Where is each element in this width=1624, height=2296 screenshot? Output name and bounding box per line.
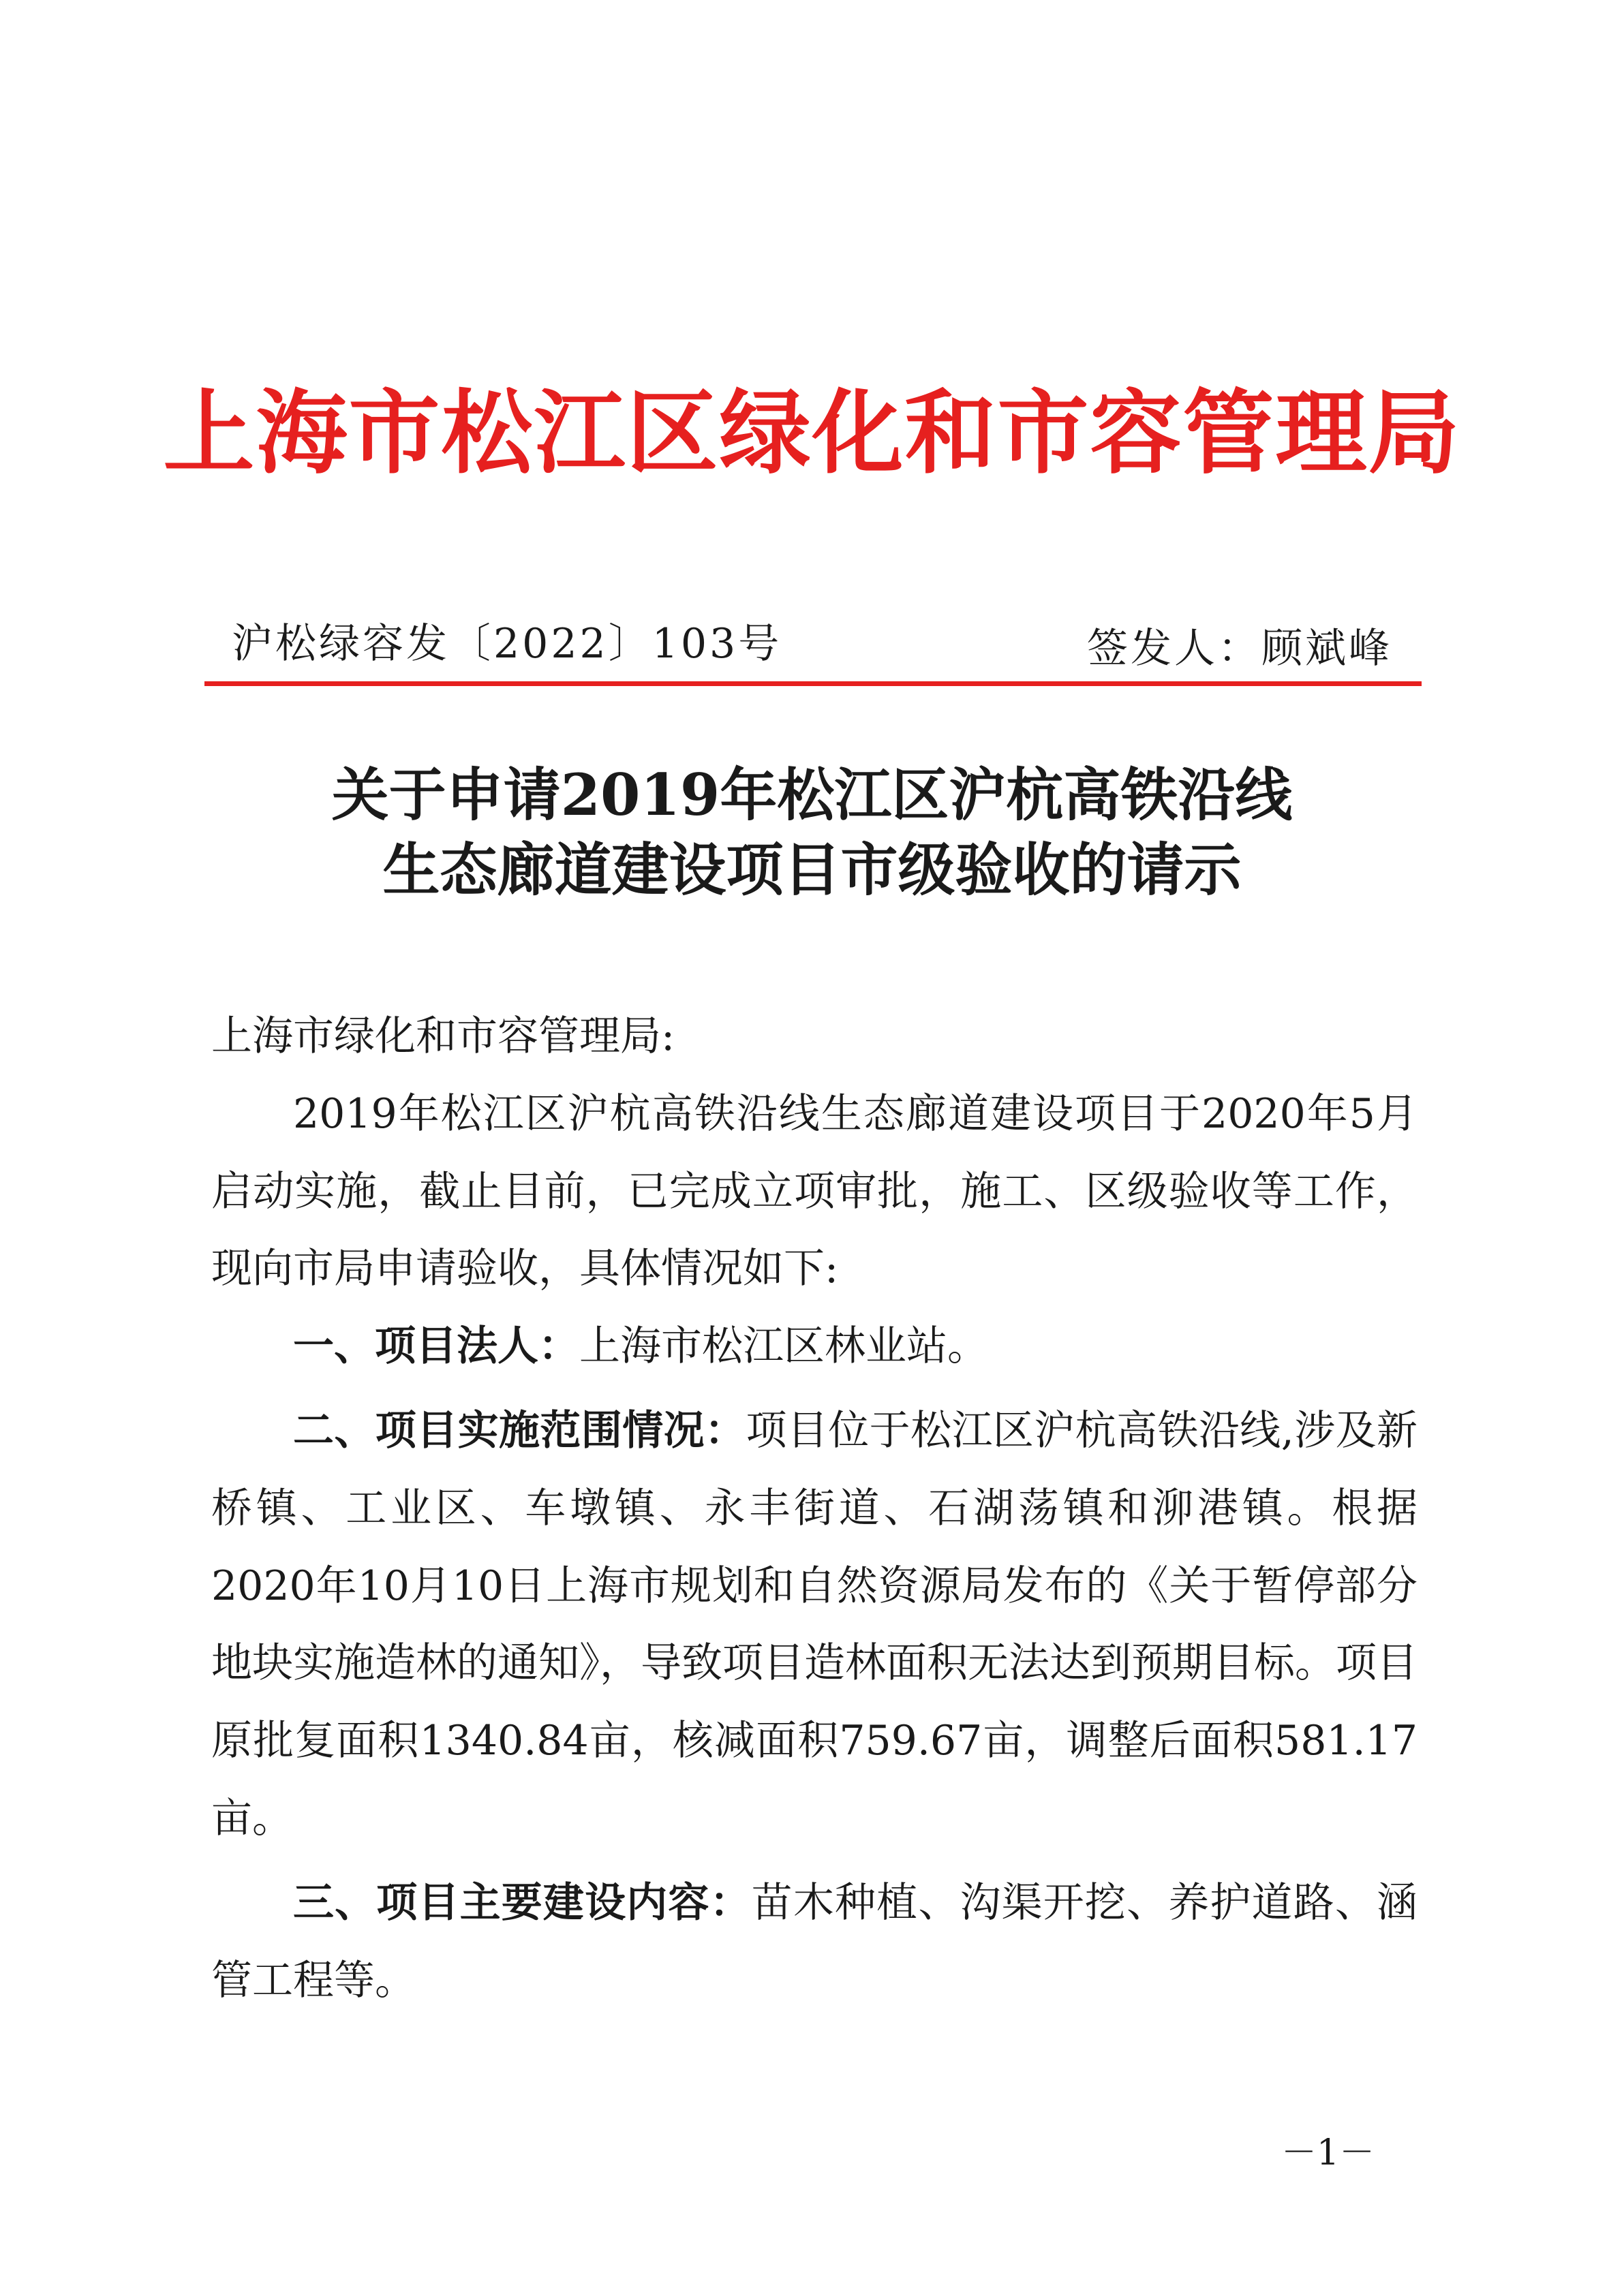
section-paragraph-2 [211, 1393, 1418, 1858]
salutation: 上海市绿化和市容管理局: [211, 1012, 675, 1060]
section-text-1: 上海市松江区林业站。 [579, 1322, 988, 1371]
section-heading-2: 二、项目实施范围情况： [293, 1406, 746, 1455]
signer: 签发人：顾斌峰 [1087, 625, 1392, 672]
document-number: 沪松绿容发〔2022〕103号 [232, 620, 782, 668]
intro-paragraph: 2019年松江区沪杭高铁沿线生态廊道建设项目于2020年5月启动实施，截止目前，已完成立项审批，施工、区级验收等工作，现向市局申请验收，具体情况如下: [211, 1089, 1418, 1293]
document-title-line-1: 关于申请2019年松江区沪杭高铁沿线 [331, 761, 1293, 828]
section-text-3: 苗木种植、沟渠开挖、养护道路、涵管工程等。 [211, 1878, 1418, 2004]
agency-header: 上海市松江区绿化和市容管理局 [163, 379, 1461, 486]
section-paragraph-1 [211, 1308, 1418, 1386]
section-heading-1: 一、项目法人： [293, 1322, 579, 1371]
page-number: －1－ [1281, 2132, 1375, 2173]
document-title [0, 758, 1624, 907]
red-divider-rule [204, 681, 1422, 686]
document-body [211, 998, 1418, 2019]
section-heading-3: 三、项目主要建设内容： [293, 1878, 752, 1927]
document-title-line-2: 生态廊道建设项目市级验收的请示 [382, 836, 1242, 903]
section-paragraph-3 [211, 1865, 1418, 2020]
section-text-2: 项目位于松江区沪杭高铁沿线,涉及新桥镇、工业区、车墩镇、永丰街道、石湖荡镇和泖港镇。根据2020年10月10日上海市规划和自然资源局发布的《关于暂停部分地块实施造林的通知》，导致项目造林面积无法达到预期目标。项目原批复面积1340.84亩，核减面积759.67亩，调整后面积581.17亩。 [211, 1406, 1418, 1842]
